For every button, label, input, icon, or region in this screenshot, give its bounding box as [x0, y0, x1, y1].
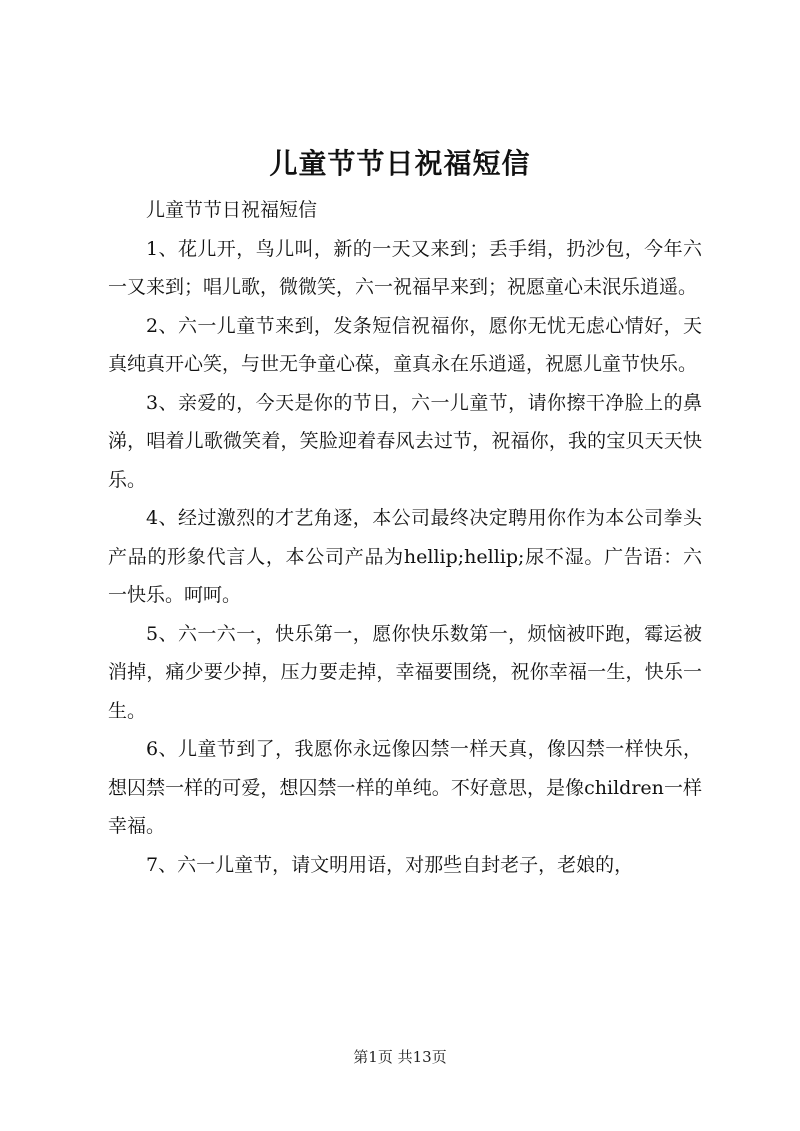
paragraph-6: 6、儿童节到了，我愿你永远像囚禁一样天真，像囚禁一样快乐，想囚禁一样的可爱，想囚禁一样的单纯。不好意思，是像children一样幸福。: [108, 738, 702, 837]
paragraph-2: 2、六一儿童节来到，发条短信祝福你，愿你无忧无虑心情好，天真纯真开心笑，与世无争童心葆，童真永在乐逍遥，祝愿儿童节快乐。: [108, 314, 702, 375]
document-title: 儿童节节日祝福短信: [269, 147, 531, 180]
paragraph-5: 5、六一六一，快乐第一，愿你快乐数第一，烦恼被吓跑，霉运被消掉，痛少要少掉，压力要走掉，幸福要围绕，祝你幸福一生，快乐一生。: [108, 622, 702, 722]
paragraph-7: 7、六一儿童节，请文明用语，对那些自封老子，老娘的，: [146, 853, 634, 876]
page-number-footer: 第1页 共13页: [353, 1048, 447, 1066]
paragraph-1: 1、花儿开，鸟儿叫，新的一天又来到；丢手绢，扔沙包，今年六一又来到；唱儿歌，微微笑，六一祝福早来到；祝愿童心未泯乐逍遥。: [108, 237, 702, 298]
paragraph-3: 3、亲爱的，今天是你的节日，六一儿童节，请你擦干净脸上的鼻涕，唱着儿歌微笑着，笑脸迎着春风去过节，祝福你，我的宝贝天天快乐。: [108, 391, 702, 491]
paragraph-4: 4、经过激烈的才艺角逐，本公司最终决定聘用你作为本公司拳头产品的形象代言人，本公司产品为hellip;hellip;尿不湿。广告语：六一快乐。呵呵。: [108, 507, 702, 606]
paragraph-subtitle: 儿童节节日祝福短信: [146, 199, 318, 221]
document-body: [108, 191, 702, 884]
